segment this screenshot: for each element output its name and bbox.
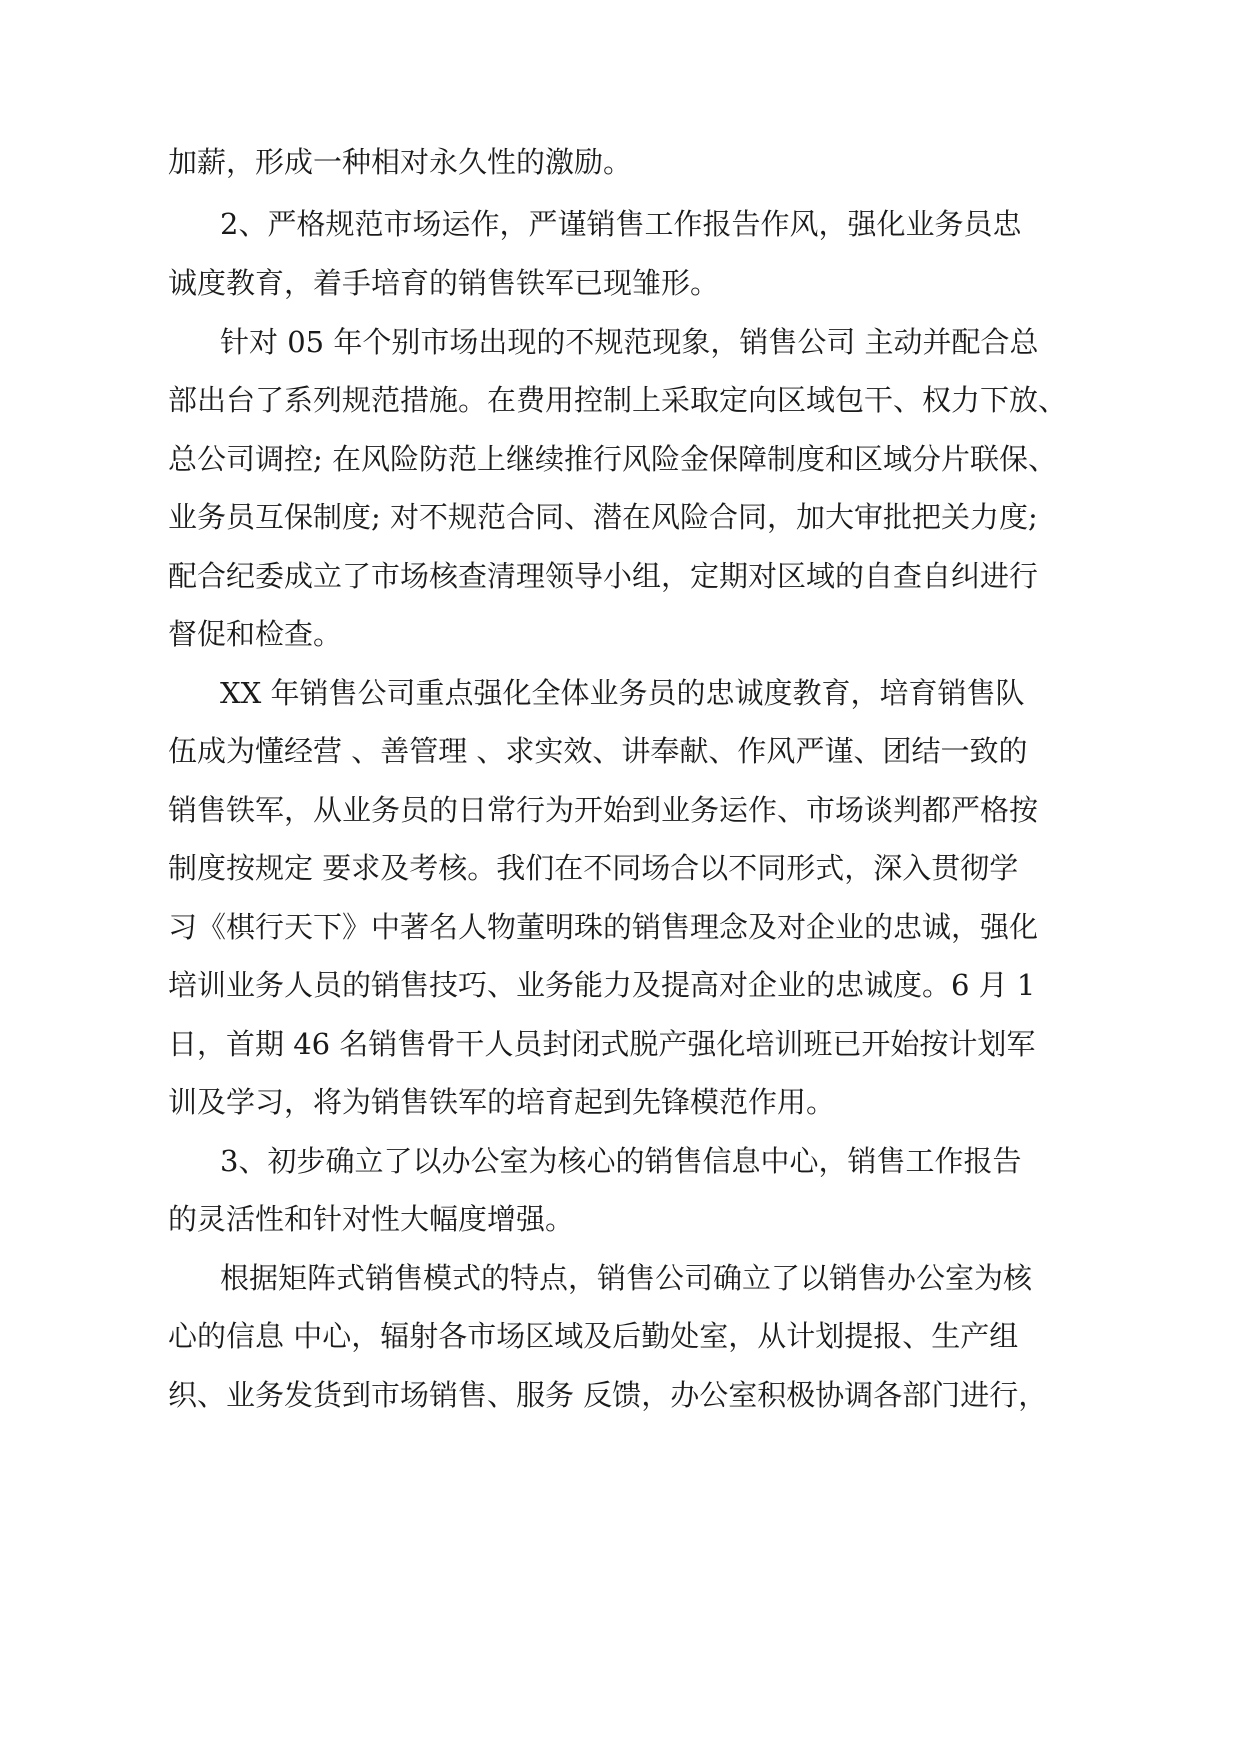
text-line: XX 年销售公司重点强化全体业务员的忠诚度教育，培育销售队 xyxy=(220,676,1025,710)
text-line: 日，首期 46 名销售骨干人员封闭式脱产强化培训班已开始按计划军 xyxy=(168,1027,1036,1061)
text-line: 2、严格规范市场运作，严谨销售工作报告作风，强化业务员忠 xyxy=(220,207,1022,241)
text-line: 针对 05 年个别市场出现的不规范现象，销售公司 主动并配合总 xyxy=(220,325,1039,359)
text-line: 总公司调控; 在风险防范上继续推行风险金保障制度和区域分片联保、 xyxy=(168,442,1057,476)
text-line: 督促和检查。 xyxy=(168,617,343,651)
text-line: 销售铁军，从业务员的日常行为开始到业务运作、市场谈判都严格按 xyxy=(168,793,1039,827)
text-line: 培训业务人员的销售技巧、业务能力及提高对企业的忠诚度。6 月 1 xyxy=(168,968,1036,1002)
text-line: 习《棋行天下》中著名人物董明珠的销售理念及对企业的忠诚，强化 xyxy=(168,910,1039,944)
text-line: 业务员互保制度; 对不规范合同、潜在风险合同，加大审批把关力度; xyxy=(168,500,1038,534)
text-line: 伍成为懂经营 、善管理 、求实效、讲奉献、作风严谨、团结一致的 xyxy=(168,734,1028,768)
text-line: 根据矩阵式销售模式的特点，销售公司确立了以销售办公室为核 xyxy=(220,1261,1033,1295)
text-line: 3、初步确立了以办公室为核心的销售信息中心，销售工作报告 xyxy=(220,1144,1022,1178)
text-line: 诚度教育，着手培育的销售铁军已现雏形。 xyxy=(168,266,720,300)
text-line: 的灵活性和针对性大幅度增强。 xyxy=(168,1202,575,1236)
text-line: 部出台了系列规范措施。在费用控制上采取定向区域包干、权力下放、 xyxy=(168,383,1068,417)
text-line: 训及学习，将为销售铁军的培育起到先锋模范作用。 xyxy=(168,1085,836,1119)
text-line: 心的信息 中心，辐射各市场区域及后勤处室，从计划提报、生产组 xyxy=(168,1319,1019,1353)
text-line: 配合纪委成立了市场核查清理领导小组，定期对区域的自查自纠进行 xyxy=(168,559,1039,593)
text-line: 织、业务发货到市场销售、服务 反馈，办公室积极协调各部门进行， xyxy=(168,1378,1048,1412)
text-line: 加薪，形成一种相对永久性的激励。 xyxy=(168,145,633,179)
text-line: 制度按规定 要求及考核。我们在不同场合以不同形式，深入贯彻学 xyxy=(168,851,1019,885)
